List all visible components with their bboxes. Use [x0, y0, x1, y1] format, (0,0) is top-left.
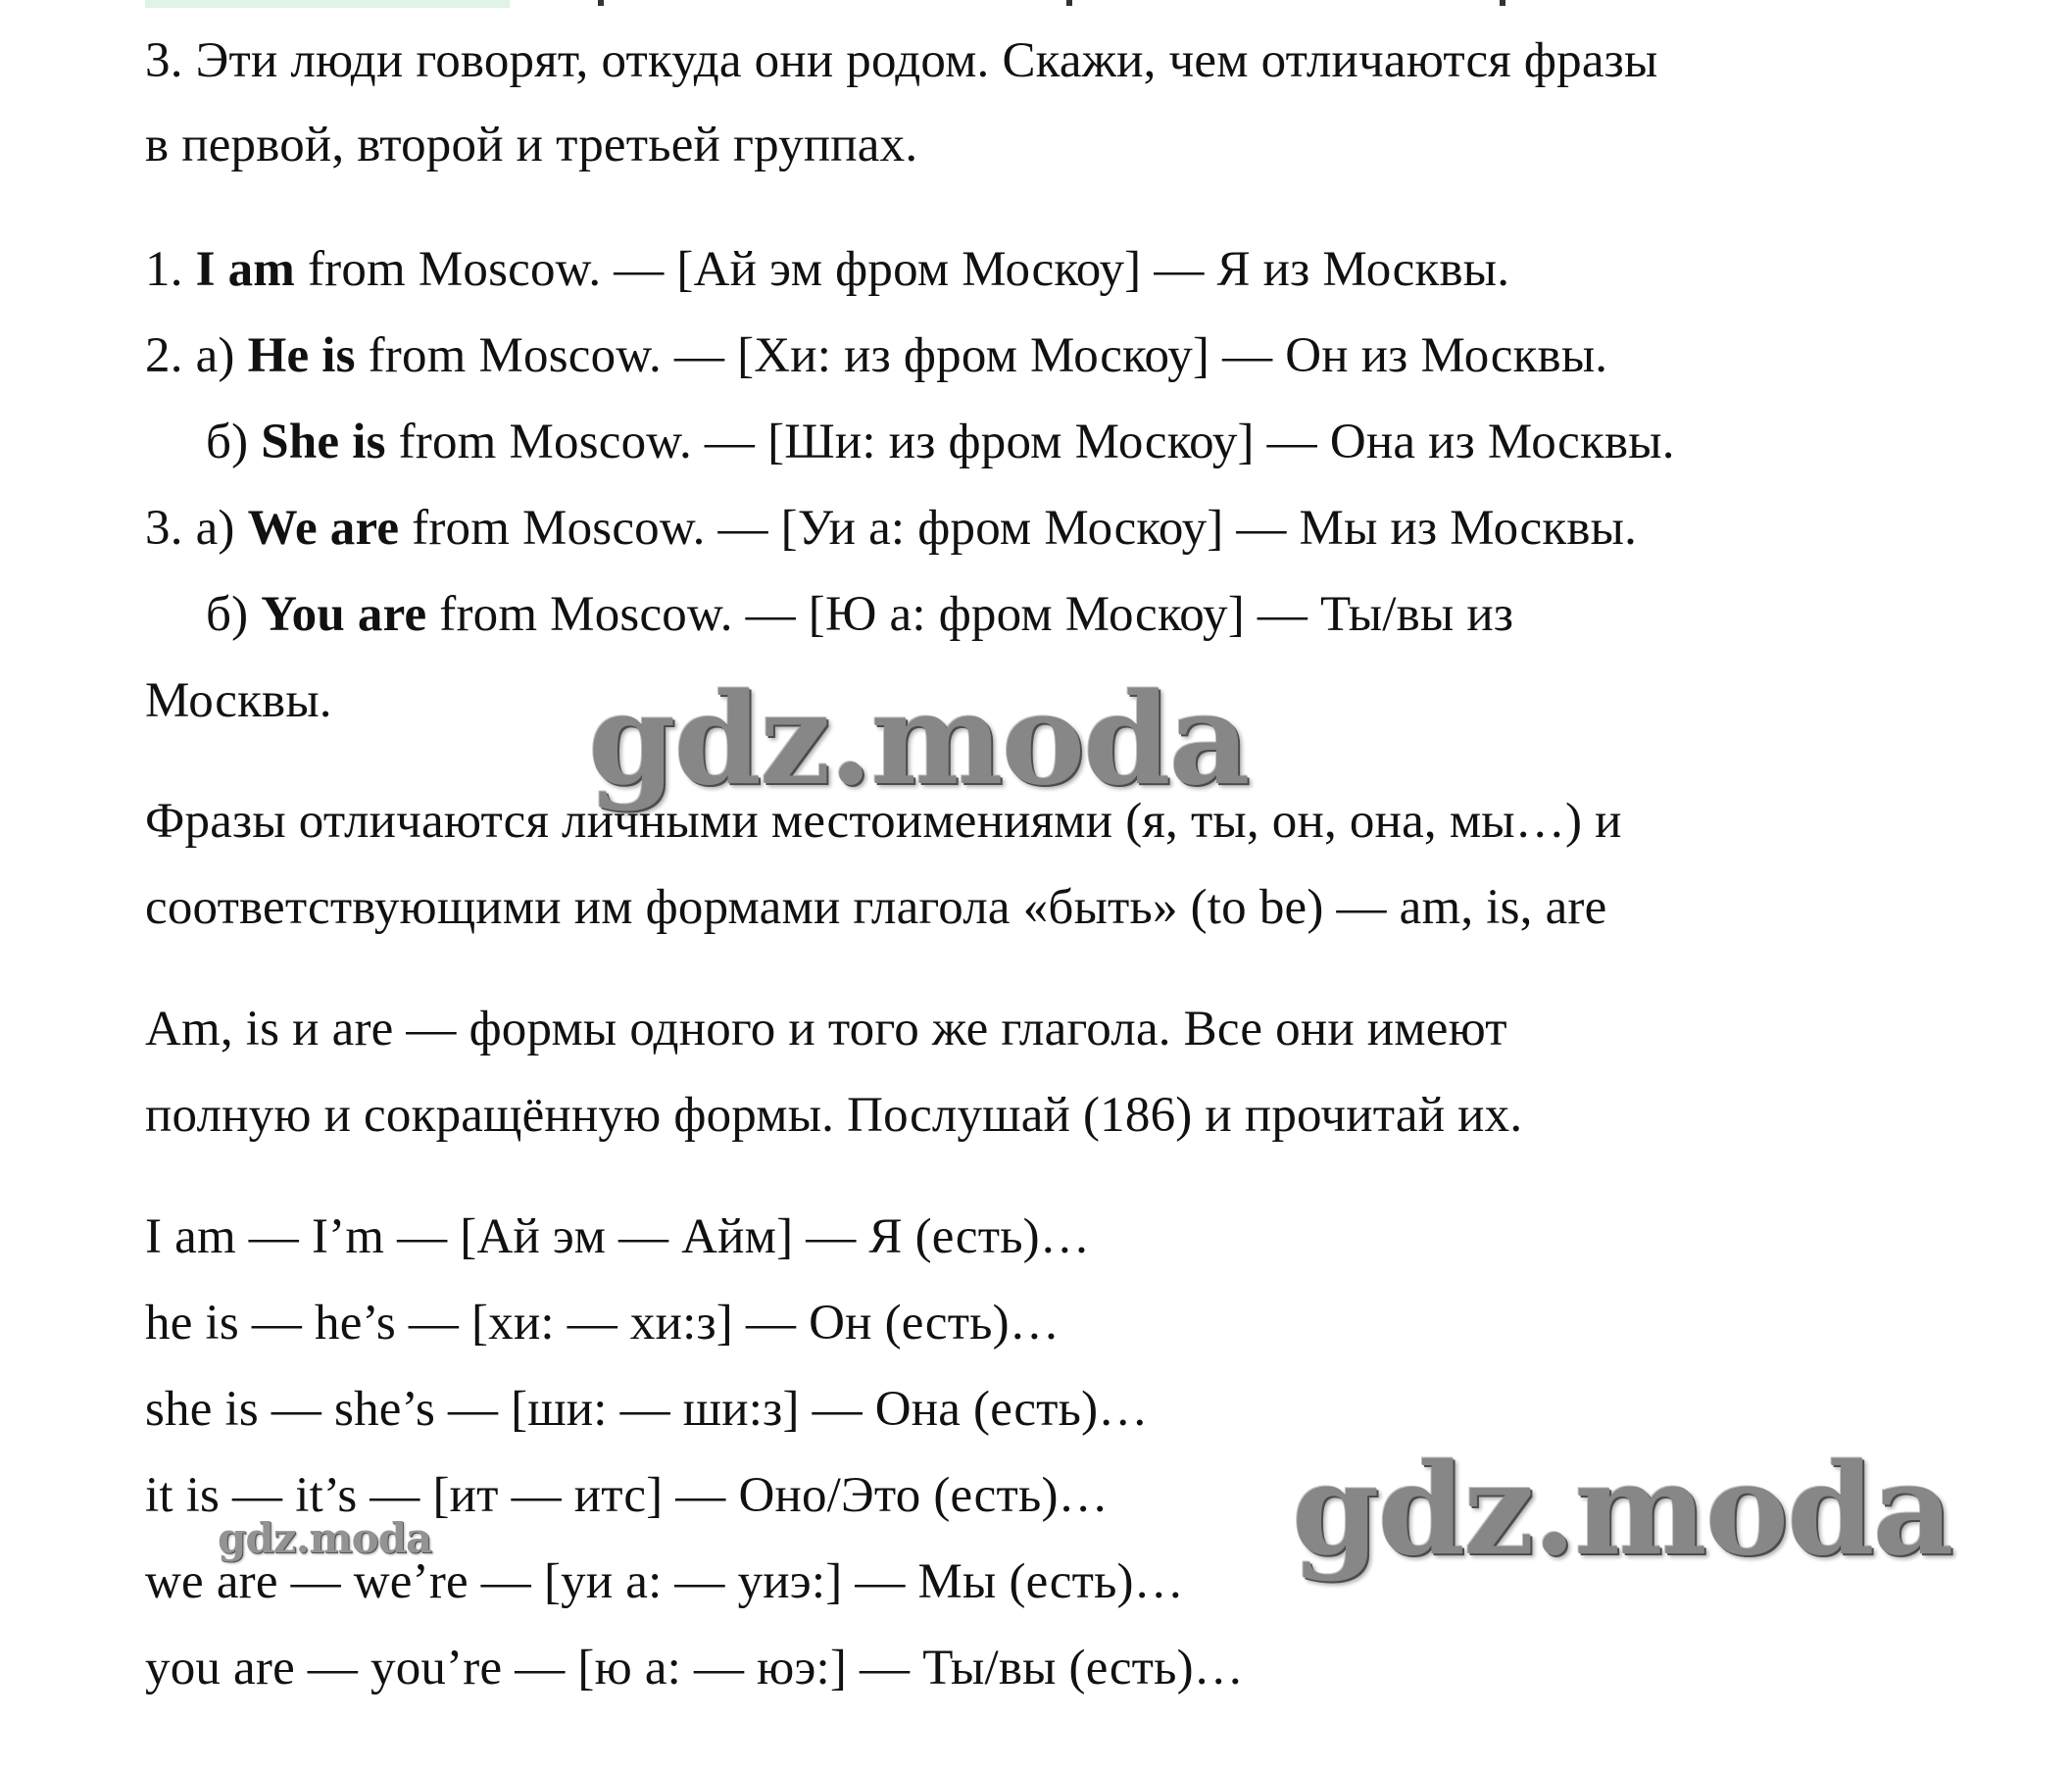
example-2a — [145, 326, 1607, 385]
example-3a-subject: We are — [247, 501, 400, 556]
example-1-number: 1. — [145, 242, 196, 297]
example-3a-number: 3. а) — [145, 501, 248, 556]
example-3b-text: from Moscow. — [Ю а: фром Москоу] — Ты/вы из — [426, 587, 1514, 642]
example-3b-continued: Москвы. — [145, 673, 332, 728]
example-2a-text: from Moscow. — [Хи: из фром Москоу] — Он из Москвы. — [355, 328, 1608, 383]
example-3b-subject: You are — [261, 587, 427, 642]
example-2a-subject: He is — [247, 328, 356, 383]
example-1-text: from Moscow. — [Ай эм фром Москоу] — Я из Москвы. — [295, 242, 1510, 297]
task-header-continued: в первой, второй и третьей группах. — [145, 118, 918, 172]
watermark: gdz.moda — [218, 1514, 432, 1562]
answer-line-2: соответствующими им формами глагола «быть» (to be) — am, is, are — [145, 880, 1607, 935]
previous-line-fragment — [1066, 0, 1072, 6]
watermark: gdz.moda — [588, 666, 1249, 813]
example-2a-number: 2. а) — [145, 328, 248, 383]
previous-line-highlight — [145, 0, 510, 8]
previous-line-fragment — [598, 0, 604, 6]
example-2b — [206, 413, 1675, 471]
example-2b-text: from Moscow. — [Ши: из фром Москоу] — Она из Москвы. — [385, 415, 1675, 469]
info-line-1: Am, is и are — формы одного и того же глагола. Все они имеют — [145, 1002, 1507, 1056]
info-line-2: полную и сокращённую формы. Послушай (186) и прочитай их. — [145, 1088, 1523, 1143]
form-row: I am — I’m — [Ай эм — Айм] — Я (есть)… — [145, 1209, 1091, 1264]
example-1-subject: I am — [195, 242, 295, 297]
example-3b-number: б) — [206, 587, 262, 642]
form-row: you are — you’re — [ю а: — юэ:] — Ты/вы (есть)… — [145, 1641, 1244, 1695]
example-2b-number: б) — [206, 415, 262, 469]
form-row: she is — she’s — [ши: — ши:з] — Она (есть)… — [145, 1382, 1149, 1437]
form-row: it is — it’s — [ит — итс] — Оно/Это (есть)… — [145, 1468, 1109, 1523]
form-row: he is — he’s — [хи: — хи:з] — Он (есть)… — [145, 1296, 1061, 1351]
example-3a-text: from Moscow. — [Уи а: фром Москоу] — Мы из Москвы. — [399, 501, 1638, 556]
watermark: gdz.moda — [1292, 1437, 1952, 1584]
example-3b — [206, 585, 1513, 644]
task-header: 3. Эти люди говорят, откуда они родом. Скажи, чем отличаются фразы — [145, 33, 1658, 88]
previous-line-fragment — [1500, 0, 1505, 6]
answer-line-1: Фразы отличаются личными местоимениями (я, ты, он, она, мы…) и — [145, 794, 1622, 849]
form-row: we are — we’re — [уи а: — уиэ:] — Мы (есть)… — [145, 1554, 1184, 1609]
example-1 — [145, 240, 1509, 299]
example-2b-subject: She is — [261, 415, 386, 469]
example-3a — [145, 499, 1637, 558]
